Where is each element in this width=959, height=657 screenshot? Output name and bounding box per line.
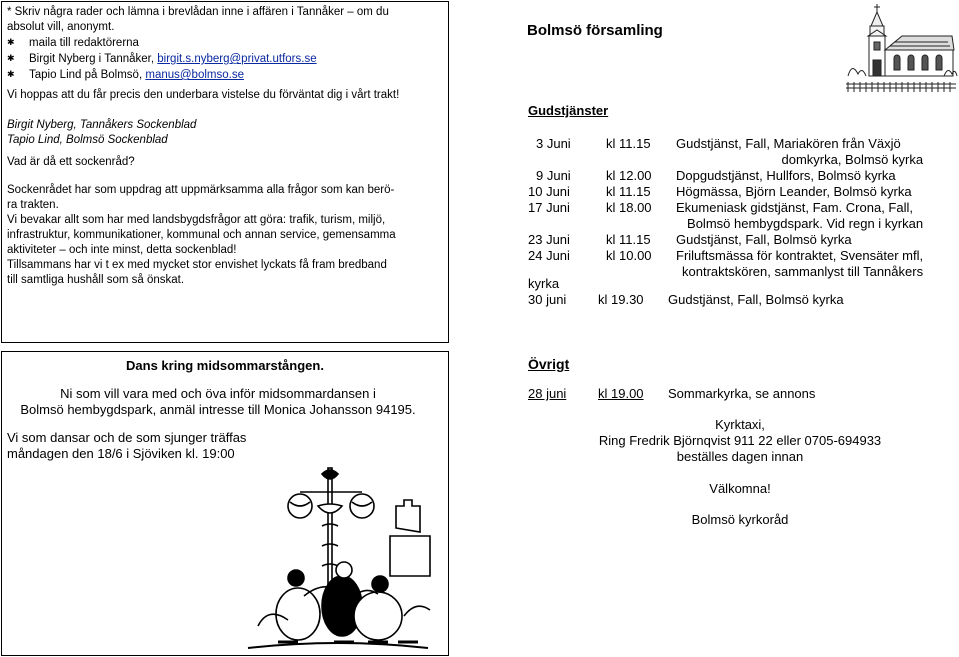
ovrigt-date: 28 juni [528, 386, 567, 401]
service-desc: Gudstjänst, Fall, Mariakören från Växjö [676, 136, 901, 151]
letterbox-content [7, 5, 447, 288]
kyrka-wrap: kyrka [528, 276, 560, 291]
services-table [528, 136, 923, 280]
dance-line-1: Ni som vill vara med och öva inför midsommardansen i [60, 386, 376, 401]
table-row [528, 200, 923, 216]
welcome-text: Välkomna! [709, 481, 771, 496]
table-row [528, 264, 923, 280]
email-link-birgit[interactable]: birgit.s.nyberg@privat.utfors.se [157, 53, 317, 65]
para-1a: Sockenrådet har som uppdrag att uppmärksamma alla frågor som kan berö- [7, 184, 395, 196]
para-3a: Tillsammans har vi t ex med mycket stor envishet lyckats få fram bredband [7, 259, 387, 271]
table-row [528, 152, 923, 168]
service-desc: Gudstjänst, Fall, Bolmsö kyrka [668, 292, 844, 307]
service-date: 9 Juni [536, 168, 571, 183]
service-desc: Bolmsö hembygdspark. Vid regn i kyrkan [687, 216, 924, 231]
intro-line-1: * Skriv några rader och lämna i brevlådan inne i affären i Tannåker – om du [7, 6, 389, 18]
service-time [606, 264, 676, 280]
service-date: 24 Juni [528, 248, 570, 263]
para-2c: aktiviteter – och inte minst, detta sockenblad! [7, 244, 237, 256]
service-time [606, 152, 676, 168]
church-illustration [844, 2, 958, 94]
dance-line-3: Vi som dansar och de som sjunger träffas [7, 430, 247, 445]
service-desc: domkyrka, Bolmsö kyrka [781, 152, 924, 167]
table-row [528, 292, 844, 308]
service-date [528, 152, 606, 168]
maypole-dance-illustration [238, 466, 438, 652]
table-row [528, 168, 923, 184]
ovrigt-time: kl 19.00 [598, 386, 644, 401]
email-link-tapio[interactable]: manus@bolmso.se [145, 69, 244, 81]
service-desc: kontraktskören, sammanlyst till Tannåkers [682, 264, 924, 279]
para-1b: ra trakten. [7, 199, 59, 211]
signature-tapio: Tapio Lind, Bolmsö Sockenblad [7, 134, 168, 146]
asterisk-bullet-icon: ✱ [7, 69, 15, 79]
kyrkorad-signature: Bolmsö kyrkoråd [691, 512, 789, 527]
service-time: kl 18.00 [606, 200, 652, 215]
service-time: kl 10.00 [606, 248, 652, 263]
service-date: 30 juni [528, 292, 567, 307]
services-heading: Gudstjänster [528, 103, 609, 118]
service-date: 10 Juni [528, 184, 570, 199]
service-desc: Friluftsmässa för kontraktet, Svensäter mfl, [676, 248, 924, 263]
service-date: 3 Juni [536, 136, 571, 151]
services-last-row [528, 292, 844, 308]
table-row [528, 232, 923, 248]
service-desc: Gudstjänst, Fall, Bolmsö kyrka [676, 232, 852, 247]
signature-birgit: Birgit Nyberg, Tannåkers Sockenblad [7, 119, 197, 131]
ovrigt-event [528, 386, 815, 402]
parish-title: Bolmsö församling [527, 22, 663, 39]
dance-line-4: måndagen den 18/6 i Sjöviken kl. 19:00 [7, 446, 235, 461]
hope-text: Vi hoppas att du får precis den underbara vistelse du förväntat dig i vårt trakt! [7, 89, 400, 101]
service-date: 17 Juni [528, 200, 570, 215]
ovrigt-desc: Sommarkyrka, se annons [668, 386, 816, 401]
service-time [606, 216, 676, 232]
asterisk-bullet-icon: ✱ [7, 53, 15, 63]
taxi-line-1: Kyrktaxi, [715, 417, 765, 432]
service-desc: Dopgudstjänst, Hullfors, Bolmsö kyrka [676, 168, 896, 183]
service-date: 23 Juni [528, 232, 570, 247]
service-time: kl 11.15 [606, 184, 651, 199]
para-2a: Vi bevakar allt som har med landsbygdsfrågor att göra: trafik, turism, miljö, [7, 214, 386, 226]
service-time: kl 11.15 [606, 136, 651, 151]
service-time: kl 19.30 [598, 292, 644, 307]
table-row [528, 136, 923, 152]
dance-line-2: Bolmsö hembygdspark, anmäl intresse till Monica Johansson 94195. [20, 402, 416, 417]
para-2b: infrastruktur, kommunikationer, kommunal och annan service, gemensamma [7, 229, 396, 241]
bullet-mail: ✱ maila till redaktörerna [7, 37, 139, 49]
taxi-line-2: Ring Fredrik Björnqvist 911 22 eller 0705-694933 [598, 433, 882, 448]
service-date [528, 216, 606, 232]
service-desc: Ekumeniask gidstjänst, Fam. Crona, Fall, [676, 200, 913, 215]
bullet-birgit: ✱ Birgit Nyberg i Tannåker, birgit.s.nyberg@privat.utfors.se [7, 53, 317, 65]
table-row [528, 216, 923, 232]
question-heading: Vad är då ett sockenråd? [7, 156, 135, 168]
service-time: kl 11.15 [606, 232, 651, 247]
para-3b: till samtliga hushåll som så önskat. [7, 274, 185, 286]
table-row [528, 184, 923, 200]
ovrigt-heading: Övrigt [528, 356, 570, 372]
taxi-line-3: beställes dagen innan [676, 449, 804, 464]
service-desc: Högmässa, Björn Leander, Bolmsö kyrka [676, 184, 912, 199]
dance-title: Dans kring midsommarstången. [126, 358, 324, 373]
bullet-tapio: ✱ Tapio Lind på Bolmsö, manus@bolmso.se [7, 69, 244, 81]
service-time: kl 12.00 [606, 168, 652, 183]
table-row [528, 248, 923, 264]
intro-line-2: absolut vill, anonymt. [7, 21, 115, 33]
asterisk-bullet-icon: ✱ [7, 37, 15, 47]
